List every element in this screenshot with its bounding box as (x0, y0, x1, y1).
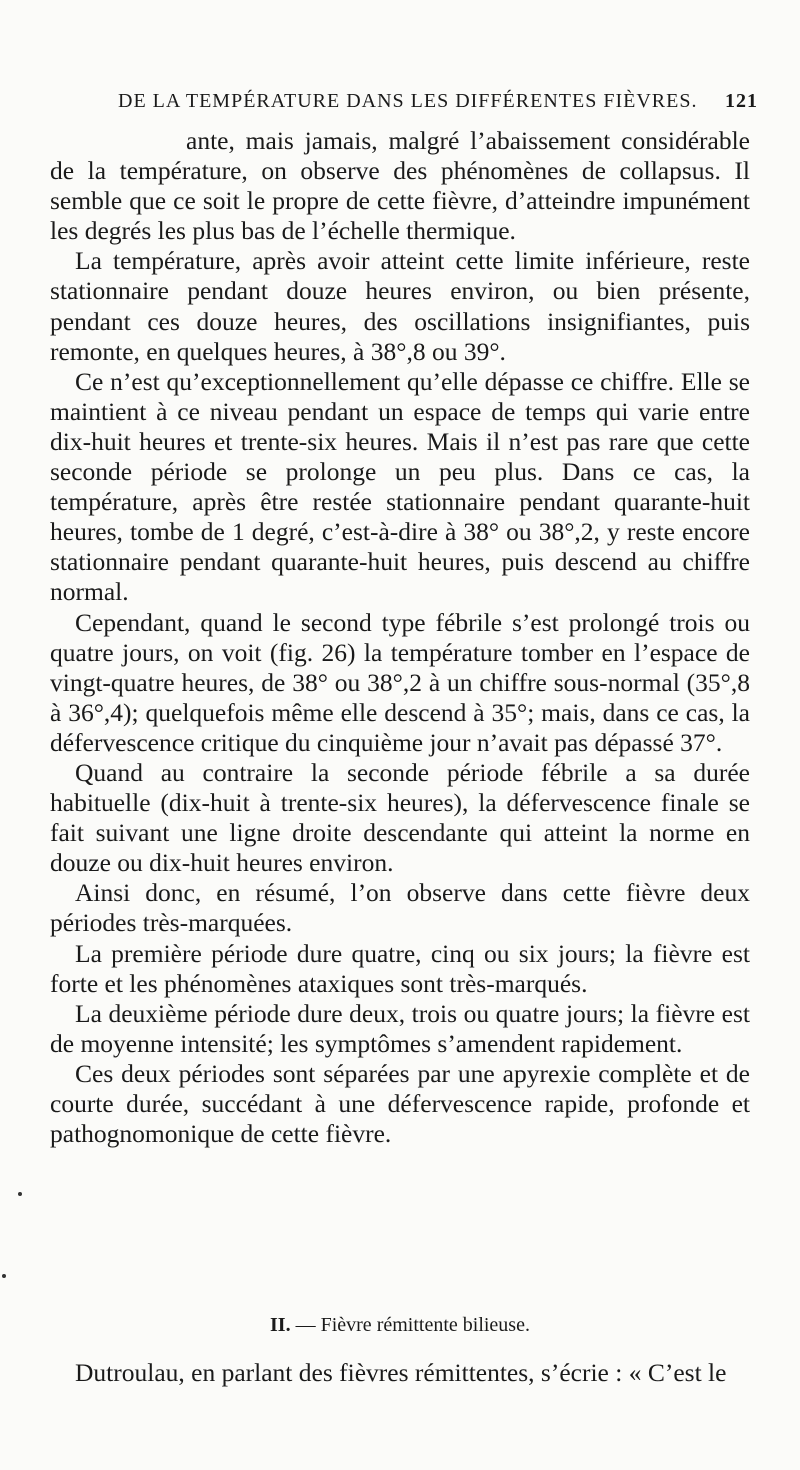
closing-line: Dutroulau, en parlant des fièvres rémittentes, s’écrie : « C’est le (75, 1358, 727, 1387)
margin-dot (2, 1274, 6, 1278)
running-head (118, 90, 758, 120)
paragraph: La deuxième période dure deux, trois ou quatre jours; la fièvre est de moyenne intensité; les symptômes s’amendent rapidement. (50, 998, 750, 1058)
paragraph: La première période dure quatre, cinq ou six jours; la fièvre est forte et les phénomènes ataxiques sont très-marqués. (50, 938, 750, 998)
margin-dot (18, 1192, 22, 1196)
paragraph: Ces deux périodes sont séparées par une apyrexie complète et de courte durée, succédant à une défervescence rapide, profonde et pathognomonique de cette fièvre. (50, 1058, 750, 1149)
running-title: DE LA TEMPÉRATURE DANS LES DIFFÉRENTES FIÈVRES. (118, 90, 698, 112)
section-title: — Fièvre rémittente bilieuse. (295, 1314, 530, 1336)
section-heading (0, 1314, 800, 1337)
page-number: 121 (725, 90, 758, 112)
paragraph: Cependant, quand le second type fébrile s’est prolongé trois ou quatre jours, on voit (fig. 26) la température tomber en l’espace de vingt-quatre heures, de 38° ou 38°,2 à un chiffre sous-normal (35°,8 à 36°,4); quelquefois même elle descend à 35°; mais, dans ce cas, la défervescence critique du cinquième jour n’avait pas dépassé 37°. (50, 607, 750, 757)
paragraph: Ce n’est qu’exceptionnellement qu’elle dépasse ce chiffre. Elle se maintient à ce niveau pendant un espace de temps qui varie entre dix-huit heures et trente-six heures. Mais il n’est pas rare que cette seconde période se prolonge un peu plus. Dans ce cas, la température, après être restée stationnaire pendant quarante-huit heures, tombe de 1 degré, c’est-à-dire à 38° ou 38°,2, y reste encore stationnaire pendant quarante-huit heures, puis descend au chiffre normal. (50, 366, 750, 607)
body-text (50, 126, 750, 1149)
section-number: II. (270, 1314, 291, 1336)
paragraph: Ainsi donc, en résumé, l’on observe dans cette fièvre deux périodes très-marquées. (50, 878, 750, 938)
paragraph-continued: ante, mais jamais, malgré l’abaissement considérable de la température, on observe des phénomènes de collapsus. Il semble que ce soit le propre de cette fièvre, d’atteindre impunément les degrés les plus bas de l’échelle thermique. (50, 126, 750, 246)
paragraph: Quand au contraire la seconde période fébrile a sa durée habituelle (dix-huit à trente-six heures), la défervescence finale se fait suivant une ligne droite descendante qui atteint la norme en douze ou dix-huit heures environ. (50, 757, 750, 878)
paragraph: La température, après avoir atteint cette limite inférieure, reste stationnaire pendant douze heures environ, ou bien présente, pendant ces douze heures, des oscillations insignifiantes, puis remonte, en quelques heures, à 38°,8 ou 39°. (50, 246, 750, 366)
